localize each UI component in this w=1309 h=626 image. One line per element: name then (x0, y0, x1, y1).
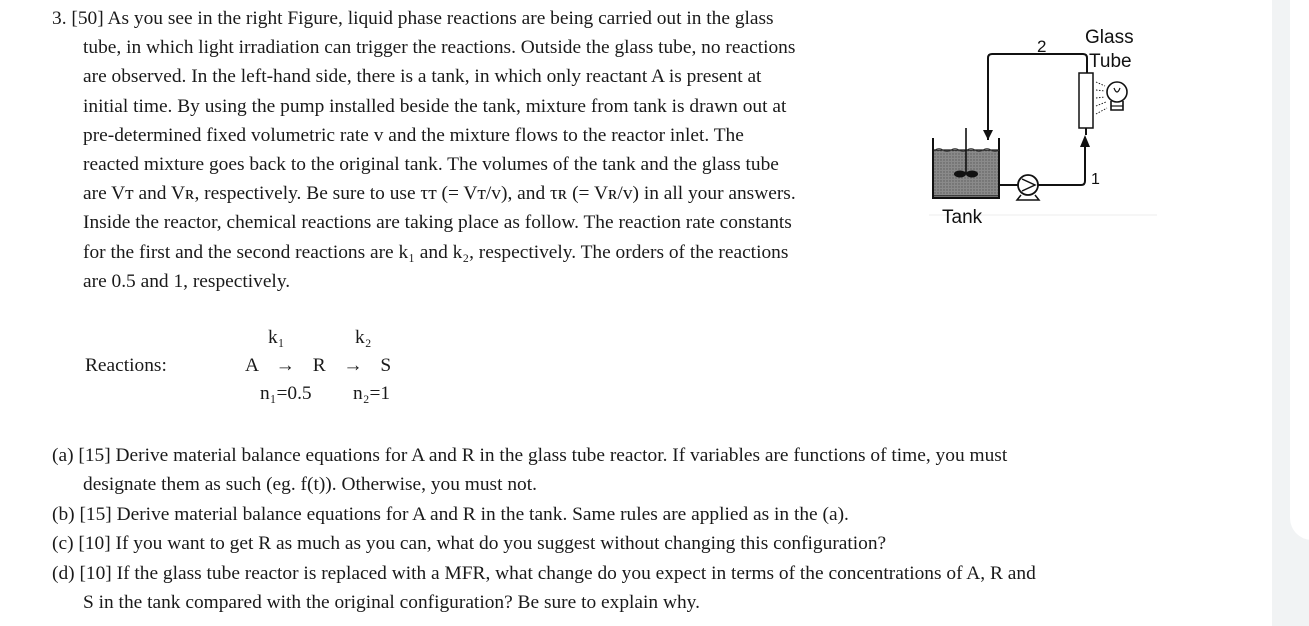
question-b: (b) [15] Derive material balance equations for A and R in the tank. Same rules are applied as in the (a). (52, 503, 849, 525)
problem-statement (52, 4, 912, 296)
feed-line (1038, 146, 1085, 185)
question-d-cont: S in the tank compared with the original configuration? Be sure to explain why. (83, 592, 700, 614)
problem-line-7: are Vᴛ and Vʀ, respectively. Be sure to use τᴛ (= Vᴛ/v), and τʀ (= Vʀ/v) in all your answers. (83, 183, 796, 205)
question-c: (c) [10] If you want to get R as much as you can, what do you suggest without changing this configuration? (52, 533, 887, 555)
problem-points: [50] (71, 8, 104, 29)
glass-tube (1079, 73, 1093, 128)
reactor-figure (925, 18, 1165, 233)
reaction-equation: A → R → S (245, 355, 392, 376)
problem-number: 3. (52, 8, 67, 29)
return-line (988, 54, 1087, 140)
panel-edge (1290, 0, 1309, 540)
light-bulb-icon (1096, 82, 1127, 114)
right-gutter (1272, 0, 1309, 626)
problem-line-6: reacted mixture goes back to the original tank. The volumes of the tank and the glass tube (83, 154, 779, 176)
rate-constant-k1: k₁ (268, 327, 285, 348)
tank-label: Tank (942, 207, 983, 228)
pump-icon (1017, 175, 1039, 200)
tube-label: Tube (1089, 51, 1132, 72)
question-d: (d) [10] If the glass tube reactor is replaced with a MFR, what change do you expect in terms of the concentrations of A, R and (52, 562, 1036, 584)
question-a: (a) [15] Derive material balance equations for A and R in the glass tube reactor. If variables are functions of time, you must (52, 445, 1008, 466)
question-list (52, 441, 1212, 617)
reactions-label: Reactions: (85, 355, 167, 376)
problem-line-9: for the first and the second reactions are k₁ and k₂, respectively. The orders of the reactions (83, 241, 789, 263)
reaction-order-n2: n₂=1 (353, 383, 391, 404)
question-a-cont: designate them as such (eg. f(t)). Otherwise, you must not. (83, 474, 537, 496)
problem-line-2: tube, in which light irradiation can trigger the reactions. Outside the glass tube, no reactions (83, 37, 796, 59)
problem-line-8: Inside the reactor, chemical reactions are taking place as follow. The reaction rate constants (83, 212, 792, 234)
feed-arrow (1080, 135, 1090, 147)
reaction-scheme (85, 325, 485, 415)
problem-line-10: are 0.5 and 1, respectively. (83, 270, 291, 292)
reaction-order-n1: n₁=0.5 (260, 383, 312, 404)
problem-line-3: are observed. In the left-hand side, there is a tank, in which only reactant A is present at (83, 66, 762, 88)
rate-constant-k2: k₂ (355, 327, 372, 348)
glass-label: Glass (1085, 27, 1134, 48)
problem-line-1: 3. [50] As you see in the right Figure, liquid phase reactions are being carried out in the glass (52, 8, 774, 29)
return-arrow (983, 130, 993, 140)
reactor-diagram (925, 18, 1165, 233)
problem-line-4: initial time. By using the pump installed beside the tank, mixture from tank is drawn out at (83, 95, 787, 117)
point-2-label: 2 (1037, 37, 1047, 56)
problem-line-5: pre-determined fixed volumetric rate v and the mixture flows to the reactor inlet. The (83, 124, 744, 146)
point-1-label: 1 (1091, 171, 1100, 188)
